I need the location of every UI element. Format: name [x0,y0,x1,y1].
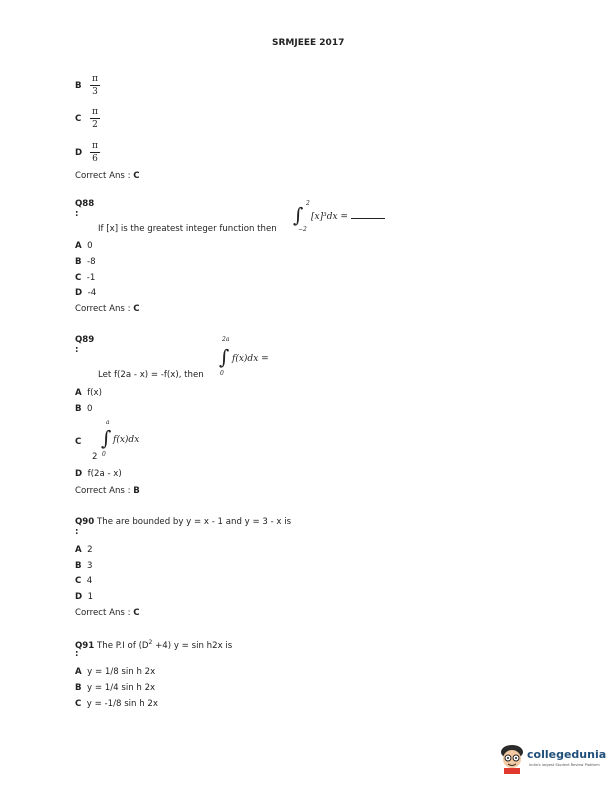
integral-lower-limit: 0 [102,451,106,458]
integral-upper-limit: 2 [306,200,310,207]
question-line [75,517,291,527]
option-a: A f(x) [75,388,102,398]
integral-lower-limit: −2 [298,226,307,233]
correct-answer [75,608,140,618]
option-letter: D [75,148,83,158]
question-text: The P.I of (D [97,640,149,651]
option-a: A 0 [75,241,93,251]
option-c: C -1 [75,273,96,283]
integral-sign: ∫ [101,426,112,450]
logo-tagline: India's largest Student Review Platform [529,763,600,767]
correct-answer [75,486,140,496]
numerator: π [92,141,98,151]
question-text: The are bounded by y = x - 1 and y = 3 - x is [97,517,292,527]
option-letter: C [75,114,82,124]
question-colon: : [75,527,79,537]
numerator: π [92,107,98,117]
question-text: Let f(2a - x) = -f(x), then [98,370,204,380]
fraction [88,141,102,164]
page-title: SRMJEEE 2017 [272,38,345,48]
option-a: A 2 [75,545,93,555]
option-c: C 4 [75,576,93,586]
option-b: B y = 1/4 sin h 2x [75,683,156,693]
integral-sign: ∫ [219,345,230,369]
integrand: f(x)dx [113,435,140,445]
question-text-cont: +4) y = sin h2x is [152,640,233,651]
option-letter: C [75,437,82,447]
denominator: 6 [92,154,98,164]
integrand: f(x)dx = [232,354,269,364]
option-d: D 1 [75,592,94,602]
denominator: 3 [92,87,98,97]
correct-answer [75,304,140,314]
correct-answer-label: Correct Ans : [75,304,131,314]
option-b: B 0 [75,404,93,414]
collegedunia-logo [498,740,608,780]
correct-answer-value: C [133,608,140,618]
option-c: C y = -1/8 sin h 2x [75,699,158,709]
question-line [75,639,232,651]
correct-answer-label: Correct Ans : [75,171,131,181]
correct-answer [75,171,140,181]
integral-upper-limit: 2a [222,336,230,343]
integrand-text: [x]³dx = [311,212,348,222]
option-b: B 3 [75,561,93,571]
mascot-icon [498,742,526,774]
option-d: D f(2a - x) [75,469,122,479]
option-b: B -8 [75,257,96,267]
correct-answer-value: C [133,304,140,314]
integral-lower-limit: 0 [220,370,224,377]
integrand [311,212,385,222]
integral-sign: ∫ [293,203,304,227]
correct-answer-label: Correct Ans : [75,608,131,618]
question-number: Q88 [75,199,95,209]
integral-upper-limit: a [106,419,110,426]
fraction [88,74,102,97]
coefficient: 2 [92,452,98,462]
option-a: A y = 1/8 sin h 2x [75,667,156,677]
question-number: Q89 [75,335,95,345]
correct-answer-label: Correct Ans : [75,486,131,496]
question-colon: : [75,209,79,219]
correct-answer-value: C [133,171,140,181]
question-colon: : [75,649,79,659]
numerator: π [92,74,98,84]
logo-name: collegedunia [527,748,607,761]
superscript: 2 [148,639,153,646]
fraction [88,107,102,130]
option-d: D -4 [75,288,97,298]
question-text: If [x] is the greatest integer function then [98,224,277,234]
question-number: Q91 [75,640,95,651]
denominator: 2 [92,120,98,130]
correct-answer-value: B [133,486,140,496]
option-letter: B [75,81,82,91]
question-number: Q90 [75,517,95,527]
answer-blank [351,218,385,219]
question-colon: : [75,345,79,355]
